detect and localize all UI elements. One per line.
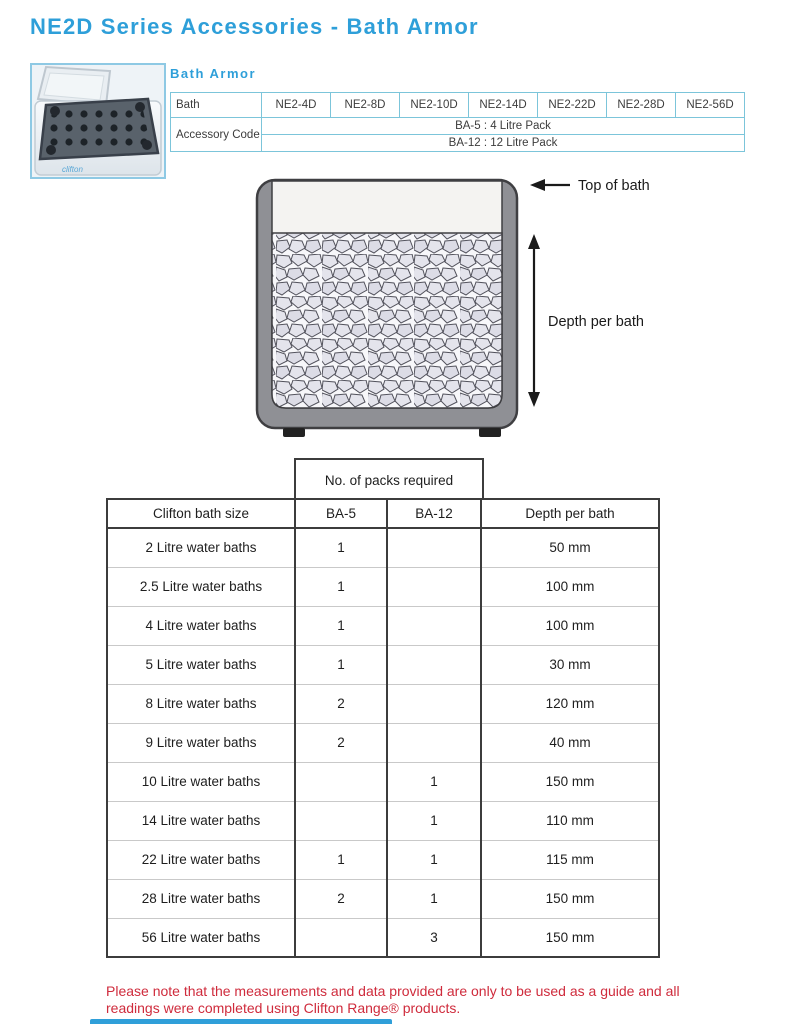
- tray-corner-pad: [46, 145, 56, 155]
- bath-model-cell: NE2-28D: [607, 93, 676, 118]
- cell-ba12: 1: [387, 801, 481, 840]
- cell-ba12: [387, 684, 481, 723]
- cell-size: 8 Litre water baths: [107, 684, 295, 723]
- col-header-ba12: BA-12: [387, 499, 481, 528]
- accessory-code-label: Accessory Code: [171, 118, 262, 152]
- cell-ba12: [387, 567, 481, 606]
- cell-depth: 40 mm: [481, 723, 659, 762]
- table-row: [107, 567, 659, 606]
- bath-model-cell: NE2-4D: [262, 93, 331, 118]
- cell-ba5: 2: [295, 684, 387, 723]
- col-header-depth: Depth per bath: [481, 499, 659, 528]
- table-row: [107, 762, 659, 801]
- bath-size-table: [106, 498, 660, 958]
- bath-armor-fill: [272, 233, 502, 408]
- bath-photo-illustration: [32, 65, 164, 177]
- cell-ba5: 1: [295, 840, 387, 879]
- cell-depth: 50 mm: [481, 528, 659, 567]
- cell-size: 22 Litre water baths: [107, 840, 295, 879]
- cell-ba5: [295, 918, 387, 957]
- cell-size: 14 Litre water baths: [107, 801, 295, 840]
- top-of-bath-arrow: [530, 179, 570, 191]
- bath-model-cell: NE2-14D: [469, 93, 538, 118]
- cell-size: 2.5 Litre water baths: [107, 567, 295, 606]
- tray-corner-pad: [142, 140, 152, 150]
- cell-depth: 110 mm: [481, 801, 659, 840]
- bath-model-cell: NE2-56D: [676, 93, 745, 118]
- cell-depth: 120 mm: [481, 684, 659, 723]
- table-row: [107, 684, 659, 723]
- cell-ba5: 1: [295, 645, 387, 684]
- table-row: [107, 918, 659, 957]
- product-photo: [30, 63, 166, 179]
- table-row: [107, 801, 659, 840]
- cell-ba12: [387, 723, 481, 762]
- bath-row-label: Bath: [171, 93, 262, 118]
- top-of-bath-label: Top of bath: [578, 178, 650, 194]
- bath-size-table-body: [107, 528, 659, 957]
- accessory-model-row: [171, 93, 745, 118]
- pack-option-ba5: BA-5 : 4 Litre Pack: [262, 118, 745, 135]
- table-row: [107, 606, 659, 645]
- cell-size: 56 Litre water baths: [107, 918, 295, 957]
- clifton-logo: clifton: [62, 165, 83, 174]
- cell-size: 28 Litre water baths: [107, 879, 295, 918]
- cell-depth: 115 mm: [481, 840, 659, 879]
- table-row: [107, 645, 659, 684]
- cell-depth: 150 mm: [481, 762, 659, 801]
- footer-accent-bar: [90, 1019, 392, 1024]
- bath-model-cell: NE2-8D: [331, 93, 400, 118]
- cell-ba5: 2: [295, 879, 387, 918]
- col-header-ba5: BA-5: [295, 499, 387, 528]
- cell-ba12: 1: [387, 879, 481, 918]
- page-title: NE2D Series Accessories - Bath Armor: [30, 14, 479, 39]
- bath-model-cell: NE2-10D: [400, 93, 469, 118]
- table-row: [107, 879, 659, 918]
- cell-ba12: [387, 528, 481, 567]
- footnote-line-1: Please note that the measurements and data provided are only to be used as a guide and all: [106, 983, 680, 999]
- cell-depth: 150 mm: [481, 879, 659, 918]
- tray-corner-pad: [50, 106, 60, 116]
- cell-size: 10 Litre water baths: [107, 762, 295, 801]
- table-row: [107, 840, 659, 879]
- cell-depth: 100 mm: [481, 606, 659, 645]
- packs-required-header: No. of packs required: [294, 458, 484, 500]
- footnote: [106, 983, 706, 1017]
- depth-per-bath-label: Depth per bath: [548, 314, 644, 330]
- cell-ba5: [295, 801, 387, 840]
- section-title: Bath Armor: [170, 66, 257, 81]
- col-header-bath-size: Clifton bath size: [107, 499, 295, 528]
- tray-corner-pad: [135, 102, 145, 112]
- cell-size: 5 Litre water baths: [107, 645, 295, 684]
- pack-row-ba5: [171, 118, 745, 135]
- cell-size: 9 Litre water baths: [107, 723, 295, 762]
- bath-foot-left: [283, 428, 305, 437]
- cell-ba5: 1: [295, 528, 387, 567]
- table-row: [107, 528, 659, 567]
- cell-size: 4 Litre water baths: [107, 606, 295, 645]
- bath-foot-right: [479, 428, 501, 437]
- depth-arrow: [528, 234, 540, 407]
- cell-ba12: 1: [387, 762, 481, 801]
- cell-ba5: 1: [295, 606, 387, 645]
- table-row: [107, 723, 659, 762]
- bath-lid-window: [44, 73, 104, 100]
- cell-size: 2 Litre water baths: [107, 528, 295, 567]
- pack-option-ba12: BA-12 : 12 Litre Pack: [262, 135, 745, 152]
- accessory-code-table: [170, 92, 745, 152]
- cell-ba12: [387, 645, 481, 684]
- bath-model-cell: NE2-22D: [538, 93, 607, 118]
- cell-ba12: [387, 606, 481, 645]
- bath-tray-holes: [47, 105, 151, 153]
- bath-size-table-header-row: [107, 499, 659, 528]
- cell-depth: 30 mm: [481, 645, 659, 684]
- cell-depth: 100 mm: [481, 567, 659, 606]
- cell-ba12: 3: [387, 918, 481, 957]
- cell-ba5: 2: [295, 723, 387, 762]
- cell-ba5: 1: [295, 567, 387, 606]
- cell-depth: 150 mm: [481, 918, 659, 957]
- cell-ba12: 1: [387, 840, 481, 879]
- bath-diagram: [230, 170, 660, 450]
- cell-ba5: [295, 762, 387, 801]
- footnote-line-2: readings were completed using Clifton Range® products.: [106, 1000, 461, 1016]
